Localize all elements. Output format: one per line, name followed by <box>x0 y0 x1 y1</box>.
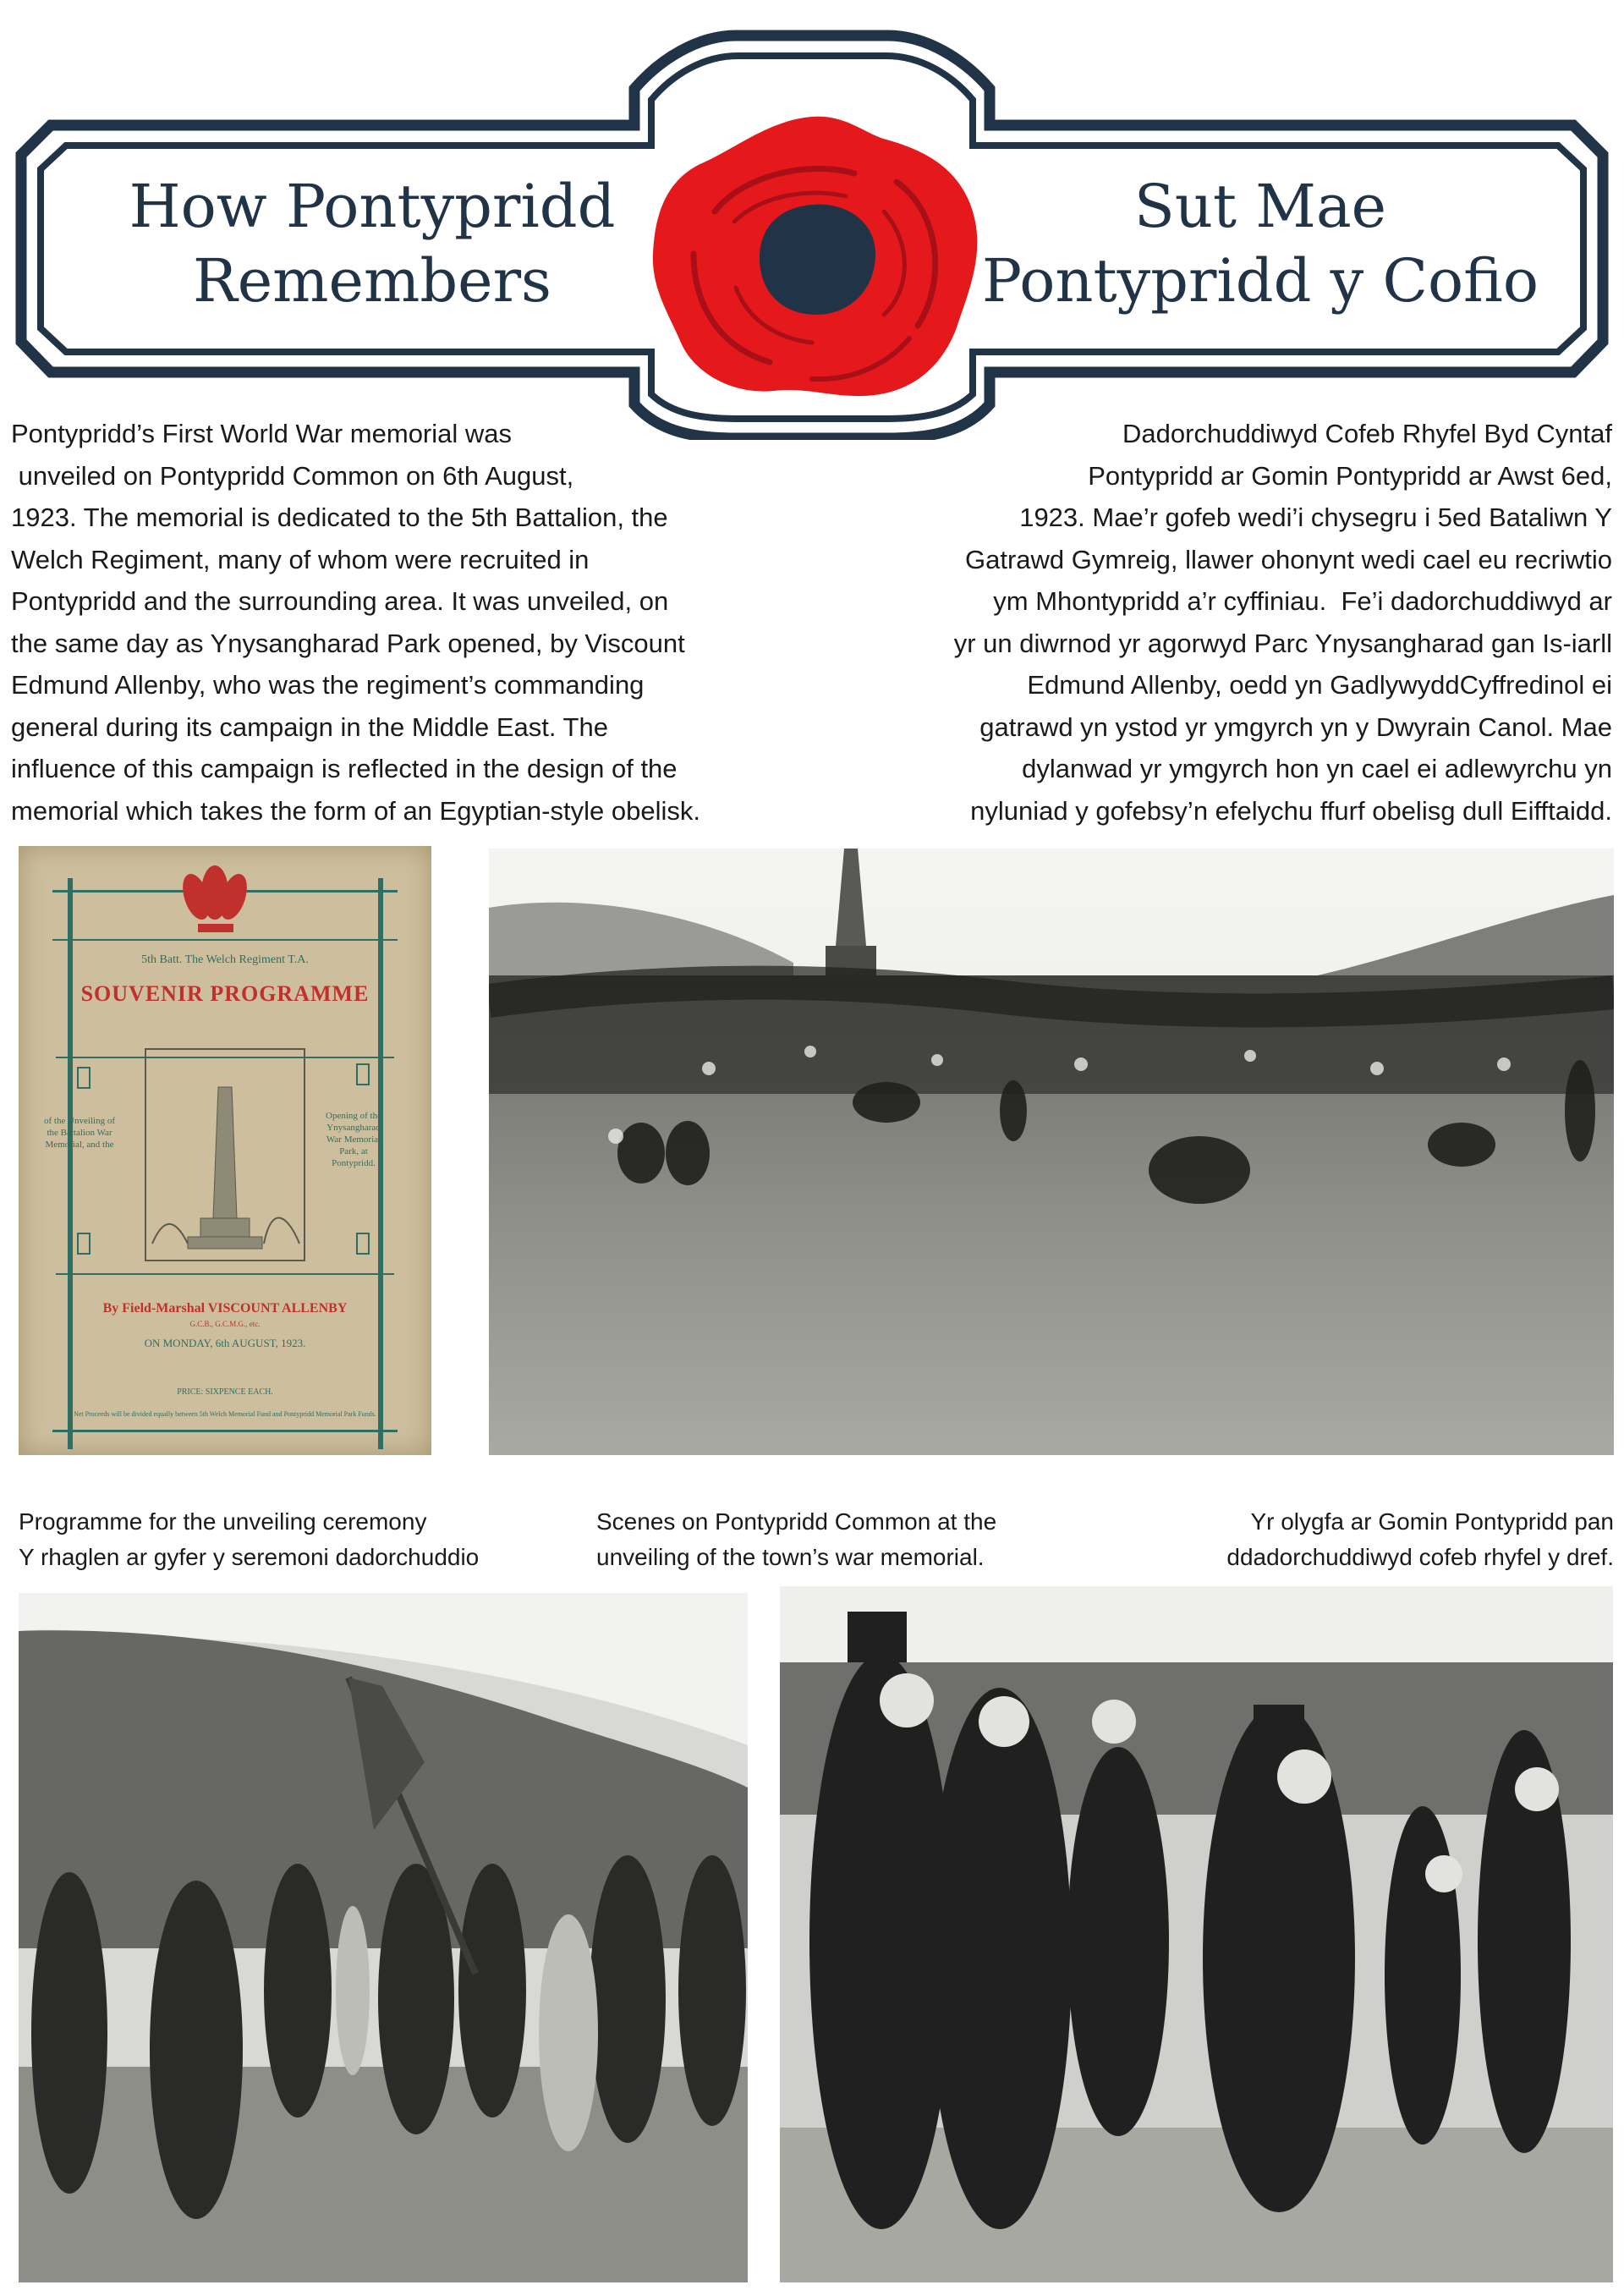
programme-by-line: By Field-Marshal VISCOUNT ALLENBY <box>102 1301 348 1316</box>
programme-notes: Net Proceeds will be divided equally between 5th Welch Memorial Fund and Pontypridd Memorial Park Funds. <box>74 1410 376 1418</box>
programme-honours: G.C.B., G.C.M.G., etc. <box>189 1320 261 1328</box>
memorial-engraving-icon <box>145 1049 304 1261</box>
intro-line: Pontypridd’s First World War memorial was <box>11 419 513 448</box>
programme-left-text: of the Unveiling of the Battalion War Memorial, and the <box>44 1116 116 1150</box>
caption-line: unveiling of the town’s war memorial. <box>596 1544 985 1570</box>
souvenir-programme-photo <box>19 846 431 1455</box>
intro-line: Gatrawd Gymreig, llawer ohonynt wedi cael eu recriwtio <box>965 544 1612 574</box>
intro-line: memorial which takes the form of an Egyptian-style obelisk. <box>11 795 700 826</box>
intro-line: unveiled on Pontypridd Common on 6th August, <box>11 460 574 491</box>
intro-line: Pontypridd and the surrounding area. It was unveiled, on <box>11 586 669 616</box>
caption-line: Scenes on Pontypridd Common at the <box>596 1508 997 1535</box>
programme-date: ON MONDAY, 6th AUGUST, 1923. <box>144 1337 306 1349</box>
caption-programme <box>19 1504 479 1575</box>
intro-line: nyluniad y gofebsy’n efelychu ffurf obelisg dull Eifftaidd. <box>970 795 1612 826</box>
intro-line: the same day as Ynysangharad Park opened, by Viscount <box>11 628 685 658</box>
caption-line: Programme for the unveiling ceremony <box>19 1508 427 1535</box>
programme-price: PRICE: SIXPENCE EACH. <box>177 1387 273 1397</box>
caption-line: ddadorchuddiwyd cofeb rhyfel y dref. <box>1226 1544 1614 1570</box>
caption-scenes-welsh <box>1057 1504 1614 1575</box>
intro-line: Edmund Allenby, who was the regiment’s commanding <box>11 670 645 700</box>
intro-line: Dadorchuddiwyd Cofeb Rhyfel Byd Cyntaf <box>1122 419 1612 448</box>
intro-line: gatrawd yn ystod yr ymgyrch yn y Dwyrain Canol. Mae <box>979 711 1612 742</box>
programme-battalion: 5th Batt. The Welch Regiment T.A. <box>141 953 309 966</box>
title-english-line: Remembers <box>193 246 551 316</box>
soldiers-parade-photo <box>19 1593 748 2282</box>
title-welsh-line: Sut Mae <box>1133 172 1387 241</box>
intro-line: yr un diwrnod yr agorwyd Parc Ynysangharad gan Is-iarll <box>953 628 1612 658</box>
intro-line: influence of this campaign is reflected in the design of the <box>11 754 678 783</box>
intro-line: general during its campaign in the Middle East. The <box>11 711 608 742</box>
intro-welsh <box>819 413 1612 832</box>
officials-illustration <box>780 1586 1613 2282</box>
title-english <box>110 169 634 318</box>
intro-line: 1923. The memorial is dedicated to the 5th Battalion, the <box>11 503 668 532</box>
intro-english <box>11 413 802 832</box>
caption-scenes-english <box>596 1504 996 1575</box>
intro-line: Edmund Allenby, oedd yn GadlywyddCyffredinol ei <box>1027 670 1612 700</box>
intro-line: 1923. Mae’r gofeb wedi’i chysegru i 5ed Bataliwn Y <box>1019 503 1612 532</box>
intro-line: Welch Regiment, many of whom were recruited in <box>11 544 590 574</box>
title-english-line: How Pontypridd <box>129 172 616 241</box>
caption-line: Yr olygfa ar Gomin Pontypridd pan <box>1250 1508 1614 1535</box>
crowd-scene-illustration <box>489 849 1614 1455</box>
officials-crowd-photo <box>780 1586 1613 2282</box>
common-crowd-photo <box>489 849 1614 1455</box>
intro-line: dylanwad yr ymgyrch hon yn cael ei adlewyrchu yn <box>1022 754 1612 783</box>
programme-right-text: Opening of the Ynysangharad War Memorial Park, at Pontypridd. <box>326 1111 381 1168</box>
intro-line: Pontypridd ar Gomin Pontypridd ar Awst 6ed, <box>1088 460 1612 491</box>
feathers-crest-icon <box>178 865 252 932</box>
intro-line: ym Mhontypridd a’r cyffiniau. Fe’i dadorchuddiwyd ar <box>993 586 1612 616</box>
title-welsh <box>973 169 1548 318</box>
parade-illustration <box>19 1593 748 2282</box>
programme-title: SOUVENIR PROGRAMME <box>80 981 370 1006</box>
title-welsh-line: Pontypridd y Cofio <box>981 246 1539 316</box>
page-header <box>0 0 1624 440</box>
caption-line: Y rhaglen ar gyfer y seremoni dadorchuddio <box>19 1544 480 1570</box>
